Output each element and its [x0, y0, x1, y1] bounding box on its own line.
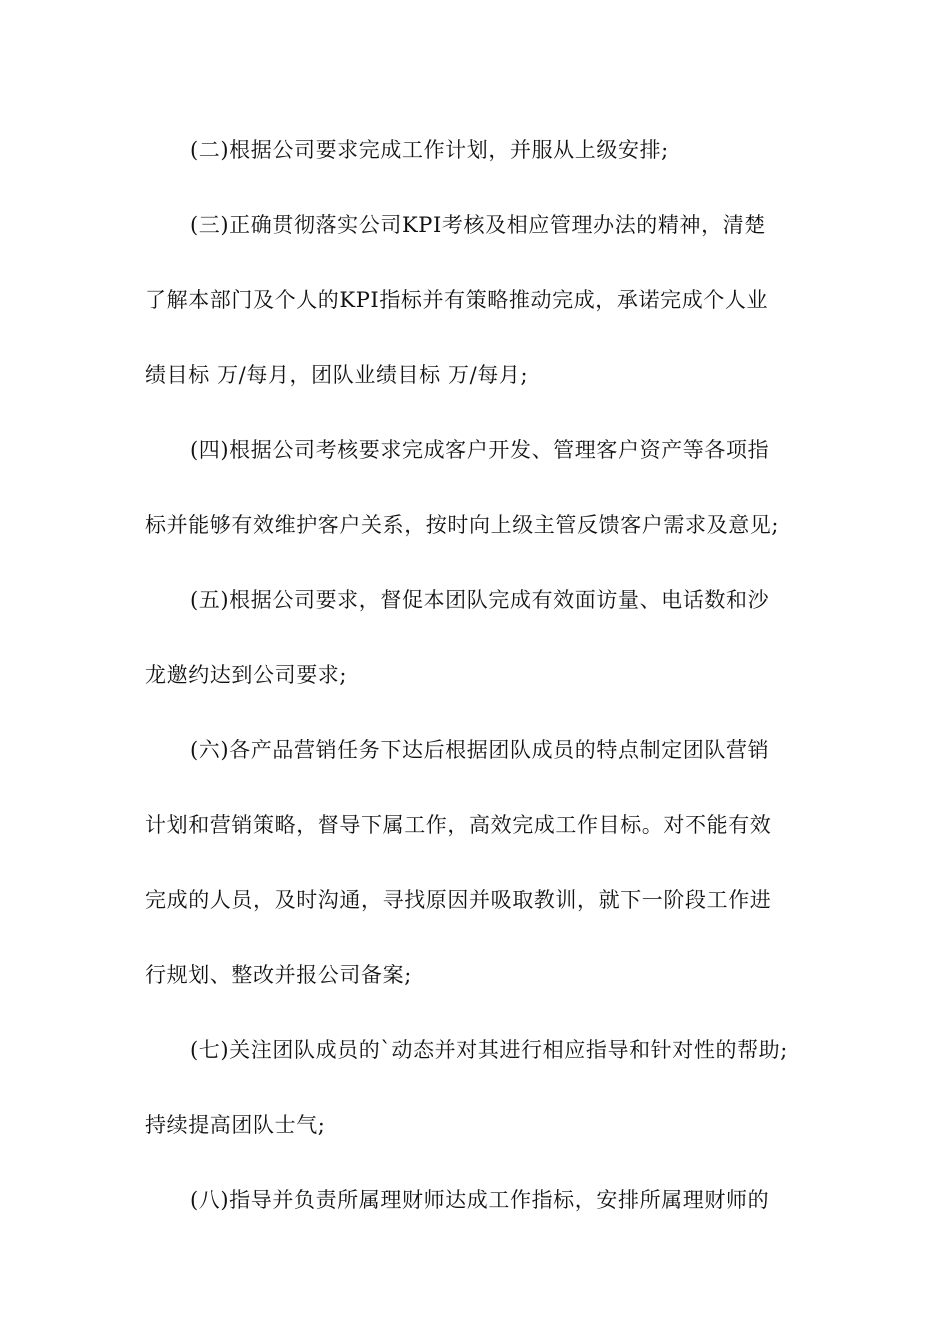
paragraph-line: 完成的人员，及时沟通，寻找原因并吸取教训，就下一阶段工作进: [145, 888, 772, 912]
paragraph-line: 龙邀约达到公司要求;: [145, 663, 348, 687]
paragraph-line: (四)根据公司考核要求完成客户开发、管理客户资产等各项指: [190, 438, 770, 462]
paragraph-line: 标并能够有效维护客户关系，按时向上级主管反馈客户需求及意见;: [145, 513, 780, 537]
paragraph-line: (六)各产品营销任务下达后根据团队成员的特点制定团队营销: [190, 738, 770, 762]
paragraph-line: (二)根据公司要求完成工作计划，并服从上级安排;: [190, 138, 669, 162]
paragraph-line: 绩目标 万/每月，团队业绩目标 万/每月;: [145, 363, 529, 387]
paragraph-line: (七)关注团队成员的`动态并对其进行相应指导和针对性的帮助;: [190, 1038, 788, 1062]
paragraph-line: 了解本部门及个人的KPI指标并有策略推动完成，承诺完成个人业: [145, 288, 769, 312]
paragraph-line: (五)根据公司要求，督促本团队完成有效面访量、电话数和沙: [190, 588, 770, 612]
paragraph-line: (三)正确贯彻落实公司KPI考核及相应管理办法的精神，清楚: [190, 213, 766, 237]
paragraph-line: 行规划、整改并报公司备案;: [145, 963, 412, 987]
paragraph-line: (八)指导并负责所属理财师达成工作指标，安排所属理财师的: [190, 1188, 770, 1212]
paragraph-line: 持续提高团队士气;: [145, 1113, 326, 1137]
paragraph-line: 计划和营销策略，督导下属工作，高效完成工作目标。对不能有效: [145, 813, 772, 837]
